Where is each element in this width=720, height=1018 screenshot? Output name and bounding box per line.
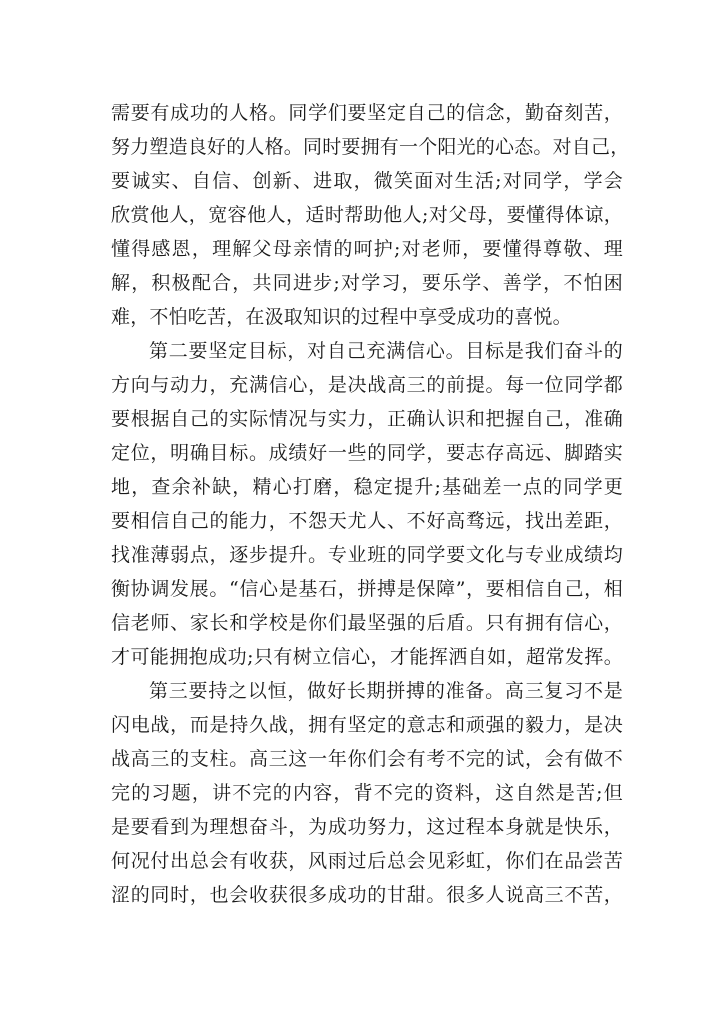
text-line: 战高三的支柱。高三这一年你们会有考不完的试，会有做不 [111,748,623,770]
text-line: 要根据自己的实际情况与实力，正确认识和把握自己，准确 [111,408,623,430]
text-line: 要相信自己的能力，不怨天尤人、不好高骛远，找出差距， [111,510,623,532]
text-line: 难，不怕吃苦，在汲取知识的过程中享受成功的喜悦。 [111,306,572,328]
text-line: 解，积极配合，共同进步;对学习，要乐学、善学，不怕困 [111,272,623,294]
text-line: 地，查余补缺，精心打磨，稳定提升;基础差一点的同学更 [111,476,623,498]
text-line: 涩的同时，也会收获很多成功的甘甜。很多人说高三不苦， [111,884,623,906]
text-line: 何况付出总会有收获，风雨过后总会见彩虹，你们在品尝苦 [111,850,623,872]
body-text [111,96,630,912]
text-line: 定位，明确目标。成绩好一些的同学，要志存高远、脚踏实 [111,442,623,464]
text-line: 懂得感恩，理解父母亲情的呵护;对老师，要懂得尊敬、理 [111,238,623,260]
text-line: 努力塑造良好的人格。同时要拥有一个阳光的心态。对自己， [111,136,630,158]
text-line: 闪电战，而是持久战，拥有坚定的意志和顽强的毅力，是决 [111,714,623,736]
text-line: 找准薄弱点，逐步提升。专业班的同学要文化与专业成绩均 [111,544,623,566]
text-line: 才可能拥抱成功;只有树立信心，才能挥洒自如，超常发挥。 [111,646,623,668]
text-line: 要诚实、自信、创新、进取，微笑面对生活;对同学，学会 [111,170,623,192]
text-line: 信老师、家长和学校是你们最坚强的后盾。只有拥有信心， [111,612,623,634]
text-line: 需要有成功的人格。同学们要坚定自己的信念，勤奋刻苦， [111,102,623,124]
text-line: 欣赏他人，宽容他人，适时帮助他人;对父母，要懂得体谅， [111,204,623,226]
text-line: 是要看到为理想奋斗，为成功努力，这过程本身就是快乐， [111,816,623,838]
text-line: 衡协调发展。“信心是基石，拼搏是保障”，要相信自己，相 [111,578,623,600]
paragraph-first-line: 第三要持之以恒，做好长期拼搏的准备。高三复习不是 [149,680,623,702]
paragraph-first-line: 第二要坚定目标，对自己充满信心。目标是我们奋斗的 [149,340,623,362]
text-line: 方向与动力，充满信心，是决战高三的前提。每一位同学都 [111,374,623,396]
text-line: 完的习题，讲不完的内容，背不完的资料，这自然是苦;但 [111,782,623,804]
